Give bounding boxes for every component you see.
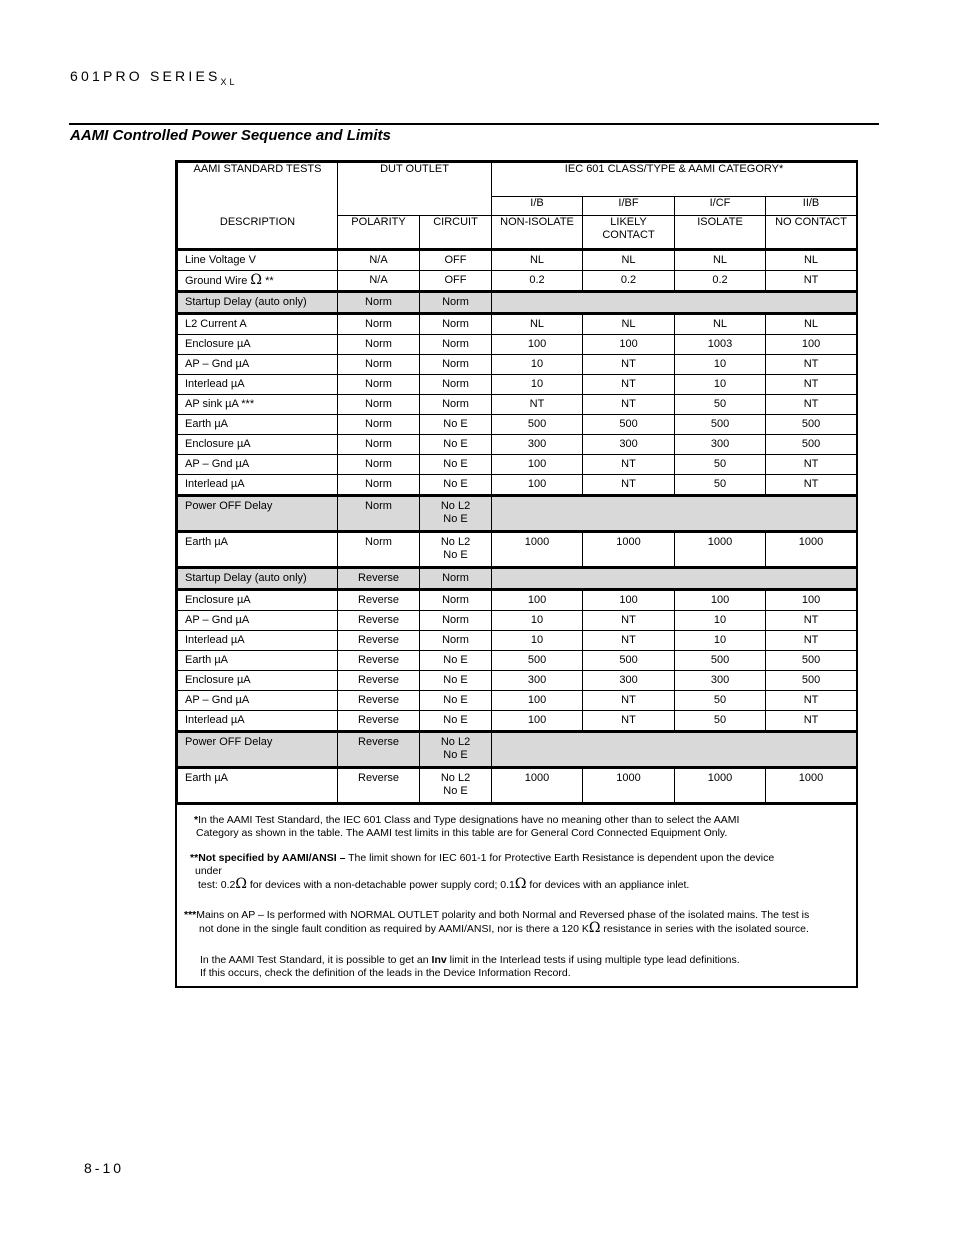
row-limit-value: NT bbox=[766, 455, 857, 475]
table-row-shaded bbox=[178, 496, 857, 532]
circuit-value: Norm bbox=[442, 398, 469, 410]
row-description bbox=[178, 250, 338, 271]
row-description-text: Startup Delay (auto only) bbox=[185, 572, 307, 584]
iec-class-header: IEC 601 CLASS/TYPE & AAMI CATEGORY* bbox=[492, 163, 857, 197]
row-description-text: Enclosure µA bbox=[185, 594, 251, 606]
row-limit-value: 300 bbox=[583, 671, 675, 691]
table-row bbox=[178, 355, 857, 375]
row-limit-value: 10 bbox=[492, 355, 583, 375]
document-series-header bbox=[70, 68, 238, 87]
row-description bbox=[178, 435, 338, 455]
table-row bbox=[178, 671, 857, 691]
row-limit-value: NL bbox=[492, 250, 583, 271]
row-limit-value: 500 bbox=[766, 435, 857, 455]
row-polarity: Norm bbox=[338, 496, 420, 532]
row-description bbox=[178, 732, 338, 768]
row-limit-value: 0.2 bbox=[675, 271, 766, 292]
row-polarity: Reverse bbox=[338, 711, 420, 732]
row-description bbox=[178, 532, 338, 568]
note-text: In the AAMI Test Standard, the IEC 601 Class and Type designations have no meaning other than to select the AAMI bbox=[198, 814, 740, 826]
class-header: I/CF bbox=[675, 197, 766, 216]
category-header: ISOLATE bbox=[675, 216, 766, 250]
row-polarity: Norm bbox=[338, 395, 420, 415]
note-text: The limit shown for IEC 601-1 for Protective Earth Resistance is dependent upon the device bbox=[345, 852, 775, 864]
circuit-value: No L2 bbox=[440, 736, 471, 748]
row-limit-value: 500 bbox=[583, 651, 675, 671]
circuit-value: Norm bbox=[442, 296, 469, 308]
circuit-value: No L2 bbox=[440, 500, 471, 512]
row-limit-value: 0.2 bbox=[492, 271, 583, 292]
row-limit-value: 100 bbox=[492, 691, 583, 711]
circuit-value: No E bbox=[443, 714, 468, 726]
shaded-blank-cell bbox=[492, 732, 857, 768]
row-limit-value: NT bbox=[766, 475, 857, 496]
row-circuit bbox=[420, 455, 492, 475]
row-description-text: Earth µA bbox=[185, 418, 229, 430]
row-limit-value: 100 bbox=[492, 475, 583, 496]
circuit-value: Norm bbox=[442, 634, 469, 646]
class-header: II/B bbox=[766, 197, 857, 216]
row-limit-value: 300 bbox=[675, 671, 766, 691]
row-limit-value: 1000 bbox=[583, 768, 675, 803]
row-polarity: Norm bbox=[338, 335, 420, 355]
limits-table-frame bbox=[175, 160, 858, 988]
row-limit-value: 500 bbox=[766, 415, 857, 435]
aami-standard-tests-header: AAMI STANDARD TESTS bbox=[178, 163, 338, 216]
row-limit-value: 10 bbox=[675, 355, 766, 375]
row-limit-value: 500 bbox=[492, 415, 583, 435]
row-circuit bbox=[420, 611, 492, 631]
row-limit-value: 10 bbox=[492, 631, 583, 651]
table-row bbox=[178, 532, 857, 568]
note-text: limit in the Interlead tests if using multiple type lead definitions. bbox=[446, 954, 740, 966]
row-description bbox=[178, 395, 338, 415]
row-limit-value: 500 bbox=[583, 415, 675, 435]
omega-symbol: Ω bbox=[514, 876, 527, 892]
table-column-header-row bbox=[178, 216, 857, 250]
row-circuit bbox=[420, 292, 492, 314]
row-description-text: Earth µA bbox=[185, 654, 229, 666]
row-description-text: AP – Gnd µA bbox=[185, 614, 250, 626]
row-limit-value: NT bbox=[583, 691, 675, 711]
note-text: Category as shown in the table. The AAMI test limits in this table are for General Cord Connected Equipment Only. bbox=[196, 827, 728, 839]
row-circuit bbox=[420, 651, 492, 671]
category-header: NO CONTACT bbox=[766, 216, 857, 250]
circuit-value: No E bbox=[443, 654, 468, 666]
row-circuit bbox=[420, 435, 492, 455]
circuit-value: No E bbox=[443, 749, 468, 761]
row-limit-value: 100 bbox=[492, 711, 583, 732]
row-limit-value: 100 bbox=[766, 590, 857, 611]
row-polarity: Reverse bbox=[338, 768, 420, 803]
table-row bbox=[178, 590, 857, 611]
table-row bbox=[178, 250, 857, 271]
note-interlead-inv bbox=[200, 954, 740, 980]
row-limit-value: NT bbox=[583, 711, 675, 732]
row-description-text: AP – Gnd µA bbox=[185, 458, 250, 470]
row-limit-value: 1000 bbox=[766, 768, 857, 803]
table-row-shaded bbox=[178, 292, 857, 314]
table-row bbox=[178, 395, 857, 415]
row-description bbox=[178, 651, 338, 671]
row-limit-value: 1000 bbox=[583, 532, 675, 568]
row-description bbox=[178, 671, 338, 691]
row-limit-value: 500 bbox=[675, 415, 766, 435]
dut-outlet-header: DUT OUTLET bbox=[338, 163, 492, 216]
row-circuit bbox=[420, 415, 492, 435]
row-description-text: AP – Gnd µA bbox=[185, 358, 250, 370]
shaded-blank-cell bbox=[492, 292, 857, 314]
row-circuit bbox=[420, 691, 492, 711]
row-description bbox=[178, 335, 338, 355]
row-limit-value: 100 bbox=[492, 455, 583, 475]
circuit-value: No E bbox=[443, 513, 468, 525]
row-limit-value: NL bbox=[492, 314, 583, 335]
table-row bbox=[178, 375, 857, 395]
circuit-value: No E bbox=[443, 694, 468, 706]
omega-symbol: Ω bbox=[588, 920, 601, 936]
row-limit-value: NL bbox=[583, 314, 675, 335]
circuit-value: No E bbox=[443, 478, 468, 490]
row-limit-value: 300 bbox=[492, 671, 583, 691]
table-row bbox=[178, 611, 857, 631]
row-polarity: Norm bbox=[338, 475, 420, 496]
description-header: DESCRIPTION bbox=[178, 216, 338, 250]
circuit-value: Norm bbox=[442, 338, 469, 350]
row-limit-value: 50 bbox=[675, 691, 766, 711]
row-limit-value: NT bbox=[766, 611, 857, 631]
row-description bbox=[178, 475, 338, 496]
row-polarity: Norm bbox=[338, 292, 420, 314]
row-description-text: Interlead µA bbox=[185, 634, 245, 646]
row-circuit bbox=[420, 395, 492, 415]
row-limit-value: 100 bbox=[583, 590, 675, 611]
row-polarity: Reverse bbox=[338, 732, 420, 768]
row-limit-value: 500 bbox=[766, 651, 857, 671]
row-description bbox=[178, 375, 338, 395]
row-limit-value: 0.2 bbox=[583, 271, 675, 292]
row-description-text: Enclosure µA bbox=[185, 338, 251, 350]
circuit-value: No E bbox=[443, 458, 468, 470]
row-limit-value: 100 bbox=[583, 335, 675, 355]
row-circuit bbox=[420, 335, 492, 355]
note-mains-on-ap bbox=[184, 909, 809, 936]
row-circuit bbox=[420, 590, 492, 611]
row-polarity: Norm bbox=[338, 455, 420, 475]
row-polarity: Norm bbox=[338, 355, 420, 375]
row-description-text: Enclosure µA bbox=[185, 674, 251, 686]
row-limit-value: 500 bbox=[766, 671, 857, 691]
limits-table bbox=[177, 162, 857, 803]
circuit-value: No L2 bbox=[440, 772, 471, 784]
circuit-value: Norm bbox=[442, 318, 469, 330]
row-polarity: Reverse bbox=[338, 651, 420, 671]
row-limit-value: 1000 bbox=[492, 768, 583, 803]
row-polarity: Norm bbox=[338, 415, 420, 435]
row-description-text: AP sink µA *** bbox=[185, 398, 255, 410]
note-ground-wire bbox=[190, 852, 774, 892]
row-limit-value: 10 bbox=[675, 611, 766, 631]
row-description bbox=[178, 496, 338, 532]
row-polarity: Norm bbox=[338, 314, 420, 335]
row-limit-value: NT bbox=[766, 271, 857, 292]
table-row bbox=[178, 271, 857, 292]
table-row bbox=[178, 691, 857, 711]
note-mark: * bbox=[194, 814, 199, 826]
row-limit-value: NT bbox=[766, 631, 857, 651]
row-limit-value: NL bbox=[766, 314, 857, 335]
circuit-value: OFF bbox=[444, 274, 467, 286]
row-limit-value: NT bbox=[766, 691, 857, 711]
row-description bbox=[178, 415, 338, 435]
row-limit-value: 50 bbox=[675, 455, 766, 475]
row-description-text: Startup Delay (auto only) bbox=[185, 296, 307, 308]
row-limit-value: 100 bbox=[492, 590, 583, 611]
section-title: AAMI Controlled Power Sequence and Limits bbox=[70, 127, 391, 144]
circuit-value: No E bbox=[443, 438, 468, 450]
row-limit-value: 10 bbox=[675, 631, 766, 651]
row-circuit bbox=[420, 271, 492, 292]
table-row bbox=[178, 314, 857, 335]
row-limit-value: 10 bbox=[675, 375, 766, 395]
row-polarity: Norm bbox=[338, 375, 420, 395]
omega-symbol: Ω bbox=[235, 876, 247, 892]
row-description bbox=[178, 691, 338, 711]
note-text: not done in the single fault condition as required by AAMI/ANSI, nor is there a 120 K bbox=[199, 923, 589, 935]
row-circuit bbox=[420, 532, 492, 568]
row-limit-value: NT bbox=[766, 375, 857, 395]
row-limit-value: 500 bbox=[675, 651, 766, 671]
row-polarity: Norm bbox=[338, 532, 420, 568]
note-text: for devices with a non-detachable power supply cord; 0.1 bbox=[246, 879, 515, 891]
row-polarity: Reverse bbox=[338, 590, 420, 611]
row-description bbox=[178, 314, 338, 335]
row-polarity: Reverse bbox=[338, 611, 420, 631]
footnote-mark: ** bbox=[265, 275, 274, 287]
class-header: I/BF bbox=[583, 197, 675, 216]
row-circuit bbox=[420, 355, 492, 375]
note-text: In the AAMI Test Standard, it is possible to get an bbox=[200, 954, 432, 966]
row-limit-value: 1000 bbox=[675, 768, 766, 803]
row-circuit bbox=[420, 250, 492, 271]
row-limit-value: 1000 bbox=[766, 532, 857, 568]
table-header-row bbox=[178, 163, 857, 197]
table-row bbox=[178, 768, 857, 803]
row-limit-value: 50 bbox=[675, 395, 766, 415]
row-circuit bbox=[420, 375, 492, 395]
circuit-value: Norm bbox=[442, 378, 469, 390]
note-mark: *** bbox=[184, 909, 197, 921]
table-row bbox=[178, 335, 857, 355]
row-polarity: N/A bbox=[338, 250, 420, 271]
row-description-text: Power OFF Delay bbox=[185, 736, 273, 748]
row-description-text: Interlead µA bbox=[185, 714, 245, 726]
row-limit-value: 300 bbox=[583, 435, 675, 455]
row-polarity: Reverse bbox=[338, 568, 420, 590]
note-text: If this occurs, check the definition of the leads in the Device Information Record. bbox=[200, 967, 571, 979]
row-limit-value: NT bbox=[583, 475, 675, 496]
circuit-value: No E bbox=[443, 785, 468, 797]
shaded-blank-cell bbox=[492, 496, 857, 532]
row-limit-value: NT bbox=[583, 395, 675, 415]
row-polarity: N/A bbox=[338, 271, 420, 292]
row-limit-value: 50 bbox=[675, 475, 766, 496]
row-polarity: Reverse bbox=[338, 671, 420, 691]
note-text: resistance in series with the isolated source. bbox=[600, 923, 809, 935]
row-polarity: Norm bbox=[338, 435, 420, 455]
row-limit-value: NT bbox=[583, 611, 675, 631]
row-circuit bbox=[420, 496, 492, 532]
table-row bbox=[178, 415, 857, 435]
note-text: under bbox=[195, 865, 222, 877]
circuit-value: Norm bbox=[442, 572, 469, 584]
omega-symbol: Ω bbox=[250, 272, 263, 288]
row-limit-value: NL bbox=[675, 250, 766, 271]
shaded-blank-cell bbox=[492, 568, 857, 590]
row-limit-value: 1000 bbox=[492, 532, 583, 568]
row-description-text: Line Voltage V bbox=[185, 254, 256, 266]
row-circuit bbox=[420, 475, 492, 496]
class-header: I/B bbox=[492, 197, 583, 216]
series-suffix: XL bbox=[220, 77, 238, 87]
row-description-text: Interlead µA bbox=[185, 478, 245, 490]
row-limit-value: NT bbox=[583, 631, 675, 651]
circuit-value: Norm bbox=[442, 614, 469, 626]
row-limit-value: NT bbox=[766, 355, 857, 375]
row-description-text: Power OFF Delay bbox=[185, 500, 273, 512]
row-description bbox=[178, 271, 338, 292]
row-circuit bbox=[420, 711, 492, 732]
row-description bbox=[178, 611, 338, 631]
row-limit-value: 300 bbox=[492, 435, 583, 455]
row-limit-value: NL bbox=[675, 314, 766, 335]
row-limit-value: 50 bbox=[675, 711, 766, 732]
series-name: 601PRO SERIES bbox=[70, 68, 221, 84]
circuit-header: CIRCUIT bbox=[420, 216, 492, 250]
note-text: Mains on AP – Is performed with NORMAL OUTLET polarity and both Normal and Reversed phase of the isolated mains. The test is bbox=[196, 909, 810, 921]
row-description-text: Interlead µA bbox=[185, 378, 245, 390]
polarity-header: POLARITY bbox=[338, 216, 420, 250]
row-limit-value: 500 bbox=[492, 651, 583, 671]
row-circuit bbox=[420, 568, 492, 590]
circuit-value: No E bbox=[443, 674, 468, 686]
table-row bbox=[178, 651, 857, 671]
row-description-text: AP – Gnd µA bbox=[185, 694, 250, 706]
row-circuit bbox=[420, 314, 492, 335]
row-description bbox=[178, 711, 338, 732]
row-description bbox=[178, 768, 338, 803]
row-description bbox=[178, 590, 338, 611]
circuit-value: No L2 bbox=[440, 536, 471, 548]
row-limit-value: NT bbox=[583, 355, 675, 375]
row-description-text: Enclosure µA bbox=[185, 438, 251, 450]
row-circuit bbox=[420, 768, 492, 803]
category-header: LIKELY CONTACT bbox=[583, 216, 675, 250]
row-limit-value: 1003 bbox=[675, 335, 766, 355]
row-description-text: L2 Current A bbox=[185, 318, 247, 330]
row-circuit bbox=[420, 671, 492, 691]
row-limit-value: 300 bbox=[675, 435, 766, 455]
row-limit-value: NT bbox=[583, 455, 675, 475]
page-number: 8-10 bbox=[84, 1160, 125, 1176]
row-description-text: Ground Wire bbox=[185, 275, 251, 287]
note-bold-text: Not specified by AAMI/ANSI – bbox=[198, 852, 346, 864]
circuit-value: No E bbox=[443, 418, 468, 430]
table-row bbox=[178, 455, 857, 475]
row-limit-value: 100 bbox=[492, 335, 583, 355]
note-class-type bbox=[194, 814, 739, 840]
circuit-value: OFF bbox=[444, 254, 467, 266]
circuit-value: Norm bbox=[442, 594, 469, 606]
table-row bbox=[178, 435, 857, 455]
table-notes bbox=[177, 803, 856, 991]
table-row-shaded bbox=[178, 568, 857, 590]
row-description bbox=[178, 292, 338, 314]
row-limit-value: NL bbox=[766, 250, 857, 271]
row-description bbox=[178, 568, 338, 590]
note-mark: ** bbox=[190, 852, 199, 864]
row-limit-value: 10 bbox=[492, 375, 583, 395]
row-description bbox=[178, 455, 338, 475]
note-text: for devices with an appliance inlet. bbox=[526, 879, 690, 891]
row-limit-value: NT bbox=[766, 711, 857, 732]
row-limit-value: NL bbox=[583, 250, 675, 271]
row-description bbox=[178, 631, 338, 651]
row-limit-value: NT bbox=[583, 375, 675, 395]
note-text: test: 0.2 bbox=[198, 879, 236, 891]
circuit-value: Norm bbox=[442, 358, 469, 370]
table-row bbox=[178, 475, 857, 496]
table-row bbox=[178, 711, 857, 732]
table-row-shaded bbox=[178, 732, 857, 768]
row-limit-value: 100 bbox=[675, 590, 766, 611]
row-circuit bbox=[420, 631, 492, 651]
note-bold-text: Inv bbox=[431, 954, 447, 966]
row-limit-value: NT bbox=[492, 395, 583, 415]
row-polarity: Reverse bbox=[338, 691, 420, 711]
row-limit-value: NT bbox=[766, 395, 857, 415]
header-rule bbox=[69, 123, 879, 125]
row-description bbox=[178, 355, 338, 375]
row-limit-value: 10 bbox=[492, 611, 583, 631]
row-limit-value: 1000 bbox=[675, 532, 766, 568]
row-description-text: Earth µA bbox=[185, 772, 229, 784]
circuit-value: No E bbox=[443, 549, 468, 561]
row-limit-value: 100 bbox=[766, 335, 857, 355]
row-description-text: Earth µA bbox=[185, 536, 229, 548]
row-polarity: Reverse bbox=[338, 631, 420, 651]
row-circuit bbox=[420, 732, 492, 768]
category-header: NON-ISOLATE bbox=[492, 216, 583, 250]
table-row bbox=[178, 631, 857, 651]
